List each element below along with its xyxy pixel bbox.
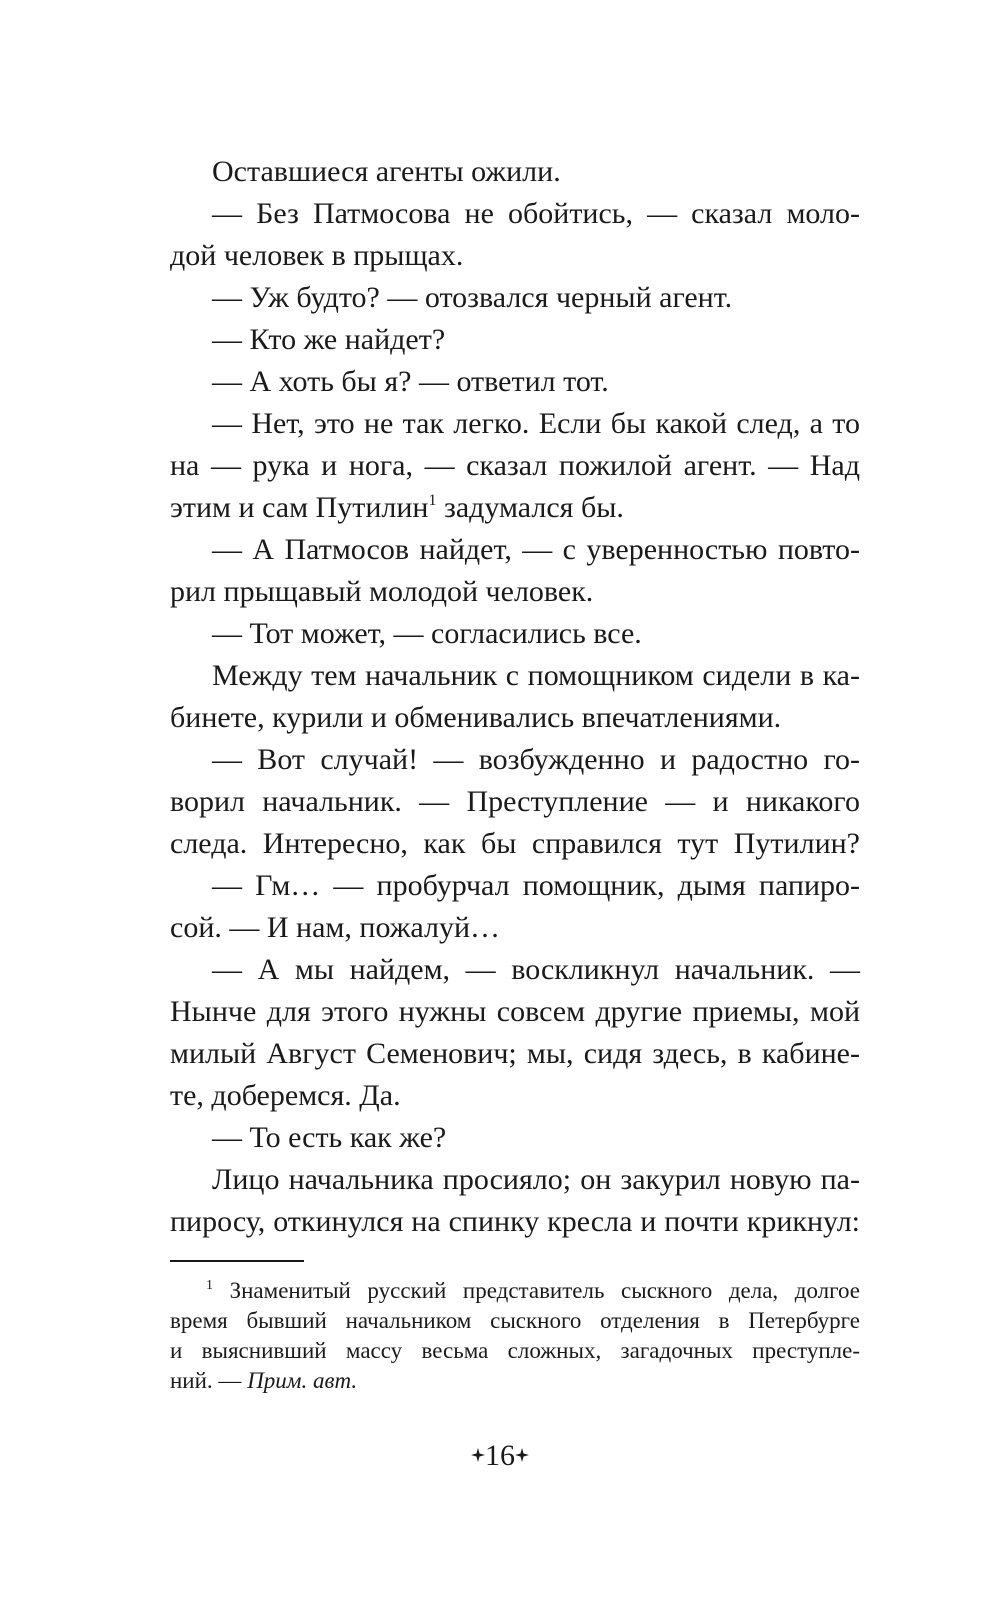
footnote-text: Знаменитый русский представитель сыскного дела, долгое xyxy=(229,1278,860,1303)
text-line: те, доберемся. Да. xyxy=(170,1079,401,1112)
text-line: — Кто же найдет? xyxy=(212,323,446,356)
text-line: милый Август Семенович; мы, сидя здесь, в кабине- xyxy=(170,1037,860,1070)
text-fragment: задумался бы. xyxy=(443,491,624,524)
text-line: — Без Патмосова не обойтись, — сказал моло- xyxy=(212,197,860,230)
text-line: Лицо начальника просияло; он закурил новую па- xyxy=(212,1163,860,1196)
text-line: — Тот может, — согласились все. xyxy=(212,617,642,650)
text-line: пиросу, откинулся на спинку кресла и почти крикнул: xyxy=(170,1205,860,1238)
text-line: сой. — И нам, пожалуй… xyxy=(170,911,501,944)
ornament-star-icon xyxy=(515,1448,529,1462)
footnote-separator xyxy=(170,1260,304,1262)
text-line: — Гм… — пробурчал помощник, дымя папиро- xyxy=(212,869,860,902)
text-line: — Вот случай! — возбужденно и радостно го- xyxy=(212,743,860,776)
text-line: — То есть как же? xyxy=(212,1121,447,1154)
text-line: — А Патмосов найдет, — с уверенностью повто- xyxy=(212,533,860,566)
text-line: бинете, курили и обменивались впечатлениями. xyxy=(170,701,782,734)
text-line: — Нет, это не так легко. Если бы какой след, а то xyxy=(212,407,860,440)
text-line: следа. Интересно, как бы справился тут Путилин? xyxy=(170,827,860,860)
text-fragment: этим и сам Путилин xyxy=(170,491,429,524)
footnote-line xyxy=(206,1276,860,1306)
text-line: рил прыщавый молодой человек. xyxy=(170,575,594,608)
text-line: — Уж будто? — отозвался черный агент. xyxy=(212,281,733,314)
footnote-line: и выяснивший массу весьма сложных, загадочных преступле- xyxy=(170,1338,860,1363)
ornament-star-icon xyxy=(471,1448,485,1462)
author-note: Прим. авт. xyxy=(247,1368,358,1393)
text-line: Нынче для этого нужны совсем другие приемы, мой xyxy=(170,995,860,1028)
text-line: ворил начальник. — Преступление — и никакого xyxy=(170,785,860,818)
text-line: дой человек в прыщах. xyxy=(170,239,464,272)
text-line: Оставшиеся агенты ожили. xyxy=(212,155,561,188)
text-line xyxy=(170,488,860,528)
footnote-line xyxy=(170,1366,860,1396)
text-line: на — рука и нога, — сказал пожилой агент. — Над xyxy=(170,449,860,482)
footnote-line: время бывший начальником сыскного отделения в Петербурге xyxy=(170,1308,860,1333)
footnote-marker: 1 xyxy=(206,1278,213,1293)
text-line: — А мы найдем, — воскликнул начальник. — xyxy=(212,953,860,986)
page-number-value: 16 xyxy=(485,1439,515,1472)
footnote-text: ний. — xyxy=(170,1368,248,1393)
page-number xyxy=(0,1436,1000,1476)
footnote-reference[interactable]: 1 xyxy=(428,492,437,509)
text-line: Между тем начальник с помощником сидели в ка- xyxy=(212,659,860,692)
text-line: — А хоть бы я? — ответил тот. xyxy=(212,365,609,398)
